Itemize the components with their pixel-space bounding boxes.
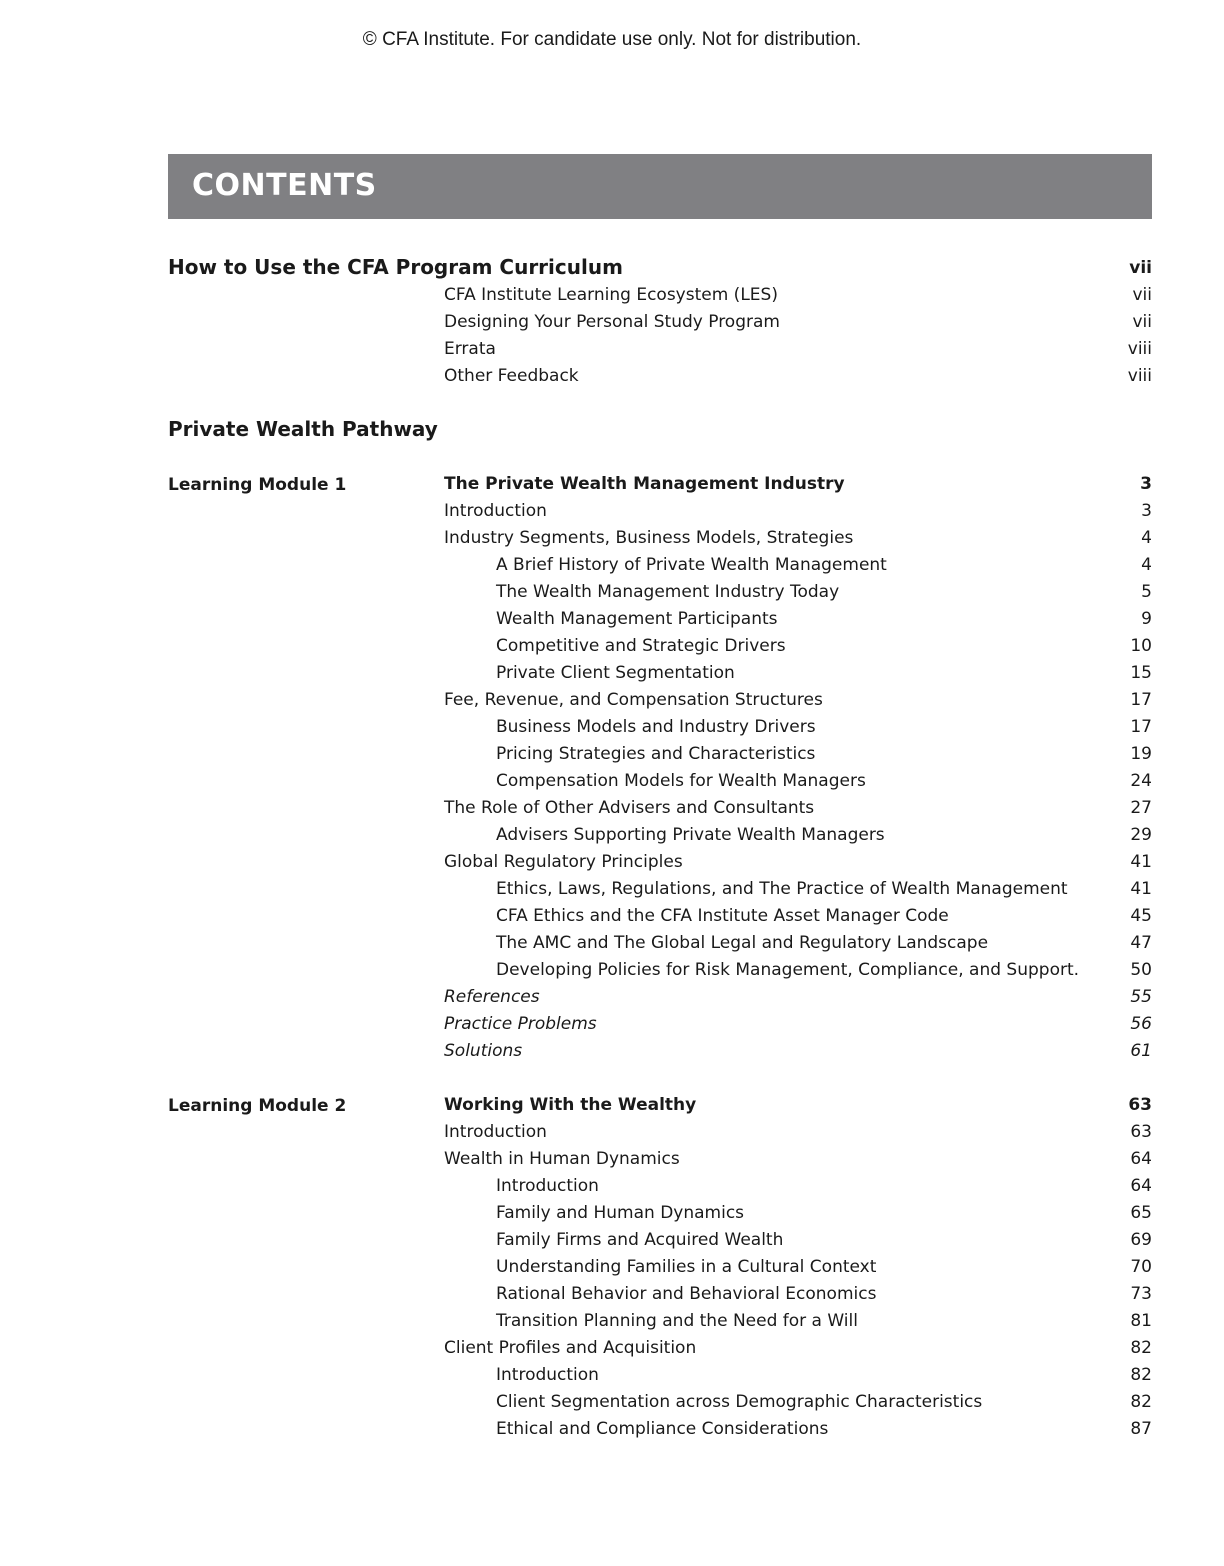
toc-entry-page: viii bbox=[1127, 339, 1152, 359]
toc-entry-label: Practice Problems bbox=[444, 1014, 597, 1034]
toc-entry-page: 10 bbox=[1130, 636, 1152, 656]
toc-entry-label: Client Profiles and Acquisition bbox=[444, 1338, 697, 1358]
toc-entry-page: 73 bbox=[1130, 1284, 1152, 1304]
toc-entry-label: Ethical and Compliance Considerations bbox=[496, 1419, 829, 1439]
toc-entry-label: Errata bbox=[444, 339, 496, 359]
copyright-notice: © CFA Institute. For candidate use only. Not for distribution. bbox=[362, 29, 862, 50]
toc-entry-page: 5 bbox=[1141, 582, 1152, 602]
toc-entry-label: Ethics, Laws, Regulations, and The Practice of Wealth Management bbox=[496, 879, 1068, 899]
toc-entry-how-to-use[interactable] bbox=[168, 255, 1152, 282]
toc-entry[interactable] bbox=[168, 609, 1152, 636]
toc-entry[interactable] bbox=[168, 339, 1152, 366]
toc-entry-label: Family and Human Dynamics bbox=[496, 1203, 745, 1223]
toc-entry-page: vii bbox=[1132, 285, 1152, 305]
toc-entry[interactable] bbox=[168, 582, 1152, 609]
toc-entry-label: Working With the Wealthy bbox=[444, 1095, 697, 1115]
toc-entry-page: 65 bbox=[1130, 1203, 1152, 1223]
toc-entry[interactable] bbox=[168, 1122, 1152, 1149]
toc-entry-label: Global Regulatory Principles bbox=[444, 852, 683, 872]
toc-entry-label: Transition Planning and the Need for a Will bbox=[496, 1311, 858, 1331]
toc-entry-label: Advisers Supporting Private Wealth Managers bbox=[496, 825, 885, 845]
toc-entry-label: A Brief History of Private Wealth Management bbox=[496, 555, 887, 575]
toc-entry-page: 82 bbox=[1130, 1365, 1152, 1385]
toc-entry-label: Business Models and Industry Drivers bbox=[496, 717, 816, 737]
toc-entry[interactable] bbox=[168, 366, 1152, 393]
toc-entry-page: 4 bbox=[1141, 528, 1152, 548]
module-label: Learning Module 2 bbox=[168, 1096, 347, 1116]
toc-entry-page: 9 bbox=[1141, 609, 1152, 629]
toc-entry-page: 4 bbox=[1141, 555, 1152, 575]
toc-entry-label: Family Firms and Acquired Wealth bbox=[496, 1230, 784, 1250]
toc-entry-page: 47 bbox=[1130, 933, 1152, 953]
toc-entry-label: Industry Segments, Business Models, Strategies bbox=[444, 528, 854, 548]
toc-entry-page: 82 bbox=[1130, 1392, 1152, 1412]
toc-entry-label: Fee, Revenue, and Compensation Structures bbox=[444, 690, 823, 710]
toc-entry-label: Solutions bbox=[444, 1041, 523, 1061]
toc-entry[interactable] bbox=[168, 717, 1152, 744]
toc-entry-page: 56 bbox=[1130, 1014, 1152, 1034]
toc-entry-page: vii bbox=[1129, 258, 1152, 278]
toc-entry[interactable] bbox=[168, 1365, 1152, 1392]
toc-entry[interactable] bbox=[168, 825, 1152, 852]
toc-entry[interactable] bbox=[168, 798, 1152, 825]
toc-entry[interactable] bbox=[168, 1284, 1152, 1311]
toc-entry-label: The AMC and The Global Legal and Regulatory Landscape bbox=[496, 933, 989, 953]
toc-entry[interactable] bbox=[168, 1203, 1152, 1230]
toc-entry-page: 81 bbox=[1130, 1311, 1152, 1331]
toc-entry-page: viii bbox=[1127, 366, 1152, 386]
toc-entry[interactable] bbox=[168, 987, 1152, 1014]
toc-entry-label: References bbox=[444, 987, 540, 1007]
toc-entry[interactable] bbox=[168, 744, 1152, 771]
toc-entry[interactable] bbox=[168, 1041, 1152, 1068]
toc-entry[interactable] bbox=[168, 1419, 1152, 1446]
toc-entry-page: 64 bbox=[1130, 1149, 1152, 1169]
toc-entry-page: 61 bbox=[1130, 1041, 1152, 1061]
toc-entry[interactable] bbox=[168, 555, 1152, 582]
toc-entry-page: 69 bbox=[1130, 1230, 1152, 1250]
page-title: CONTENTS bbox=[192, 168, 377, 203]
toc-entry-label: Understanding Families in a Cultural Context bbox=[496, 1257, 877, 1277]
toc-entry-page: 87 bbox=[1130, 1419, 1152, 1439]
toc-entry-page: 55 bbox=[1130, 987, 1152, 1007]
toc-entry-page: 41 bbox=[1130, 879, 1152, 899]
toc-entry[interactable] bbox=[168, 690, 1152, 717]
module-title-entry[interactable] bbox=[168, 1095, 1152, 1122]
toc-entry-page: 29 bbox=[1130, 825, 1152, 845]
toc-entry[interactable] bbox=[168, 852, 1152, 879]
toc-entry-label: Competitive and Strategic Drivers bbox=[496, 636, 786, 656]
toc-entry-label: Pricing Strategies and Characteristics bbox=[496, 744, 816, 764]
toc-entry-page: 45 bbox=[1130, 906, 1152, 926]
toc-entry-label: Developing Policies for Risk Management, Compliance, and Support. bbox=[496, 960, 1080, 980]
toc-entry-label: CFA Ethics and the CFA Institute Asset Manager Code bbox=[496, 906, 949, 926]
toc-entry-page: 70 bbox=[1130, 1257, 1152, 1277]
toc-entry-page: 63 bbox=[1130, 1122, 1152, 1142]
toc-entry-label: Compensation Models for Wealth Managers bbox=[496, 771, 866, 791]
toc-entry-page: 27 bbox=[1130, 798, 1152, 818]
toc-entry[interactable] bbox=[168, 312, 1152, 339]
toc-entry[interactable] bbox=[168, 501, 1152, 528]
toc-entry-page: 64 bbox=[1130, 1176, 1152, 1196]
toc-entry-label: The Role of Other Advisers and Consultants bbox=[444, 798, 815, 818]
toc-entry[interactable] bbox=[168, 933, 1152, 960]
toc-entry-label: Wealth Management Participants bbox=[496, 609, 778, 629]
toc-entry-label: Introduction bbox=[444, 501, 547, 521]
toc-entry-page: 3 bbox=[1141, 501, 1152, 521]
toc-entry-page: 50 bbox=[1130, 960, 1152, 980]
toc-entry-label: Rational Behavior and Behavioral Economics bbox=[496, 1284, 877, 1304]
toc-entry[interactable] bbox=[168, 528, 1152, 555]
toc-entry-page: 3 bbox=[1140, 474, 1152, 494]
toc-entry-label: The Wealth Management Industry Today bbox=[496, 582, 840, 602]
toc-entry-page: 41 bbox=[1130, 852, 1152, 872]
toc-entry[interactable] bbox=[168, 285, 1152, 312]
toc-entry[interactable] bbox=[168, 1230, 1152, 1257]
toc-entry-label: How to Use the CFA Program Curriculum bbox=[168, 255, 623, 279]
toc-entry-page: 17 bbox=[1130, 690, 1152, 710]
toc-entry[interactable] bbox=[168, 1149, 1152, 1176]
toc-entry-page: vii bbox=[1132, 312, 1152, 332]
toc-entry-page: 63 bbox=[1128, 1095, 1152, 1115]
contents-banner bbox=[168, 154, 1152, 219]
toc-entry[interactable] bbox=[168, 1392, 1152, 1419]
toc-entry-page: 82 bbox=[1130, 1338, 1152, 1358]
toc-entry[interactable] bbox=[168, 1176, 1152, 1203]
pathway-heading: Private Wealth Pathway bbox=[168, 417, 438, 441]
toc-entry-label: Private Client Segmentation bbox=[496, 663, 735, 683]
toc-entry-label: Introduction bbox=[444, 1122, 547, 1142]
toc-entry-page: 19 bbox=[1130, 744, 1152, 764]
toc-entry-label: Client Segmentation across Demographic Characteristics bbox=[496, 1392, 983, 1412]
toc-entry-label: Introduction bbox=[496, 1176, 599, 1196]
toc-entry[interactable] bbox=[168, 1014, 1152, 1041]
toc-entry[interactable] bbox=[168, 906, 1152, 933]
toc-entry[interactable] bbox=[168, 879, 1152, 906]
toc-entry-page: 15 bbox=[1130, 663, 1152, 683]
toc-entry[interactable] bbox=[168, 771, 1152, 798]
toc-entry[interactable] bbox=[168, 1311, 1152, 1338]
toc-entry-page: 24 bbox=[1130, 771, 1152, 791]
toc-entry-page: 17 bbox=[1130, 717, 1152, 737]
toc-entry[interactable] bbox=[168, 1338, 1152, 1365]
toc-entry[interactable] bbox=[168, 663, 1152, 690]
toc-entry[interactable] bbox=[168, 1257, 1152, 1284]
toc-entry-label: Wealth in Human Dynamics bbox=[444, 1149, 680, 1169]
toc-entry-label: CFA Institute Learning Ecosystem (LES) bbox=[444, 285, 778, 305]
toc-entry[interactable] bbox=[168, 636, 1152, 663]
toc-entry-label: Introduction bbox=[496, 1365, 599, 1385]
toc-entry-label: The Private Wealth Management Industry bbox=[444, 474, 845, 494]
toc-entry[interactable] bbox=[168, 960, 1152, 987]
toc-entry-label: Other Feedback bbox=[444, 366, 579, 386]
module-label: Learning Module 1 bbox=[168, 475, 347, 495]
toc-entry-label: Designing Your Personal Study Program bbox=[444, 312, 780, 332]
module-title-entry[interactable] bbox=[168, 474, 1152, 501]
